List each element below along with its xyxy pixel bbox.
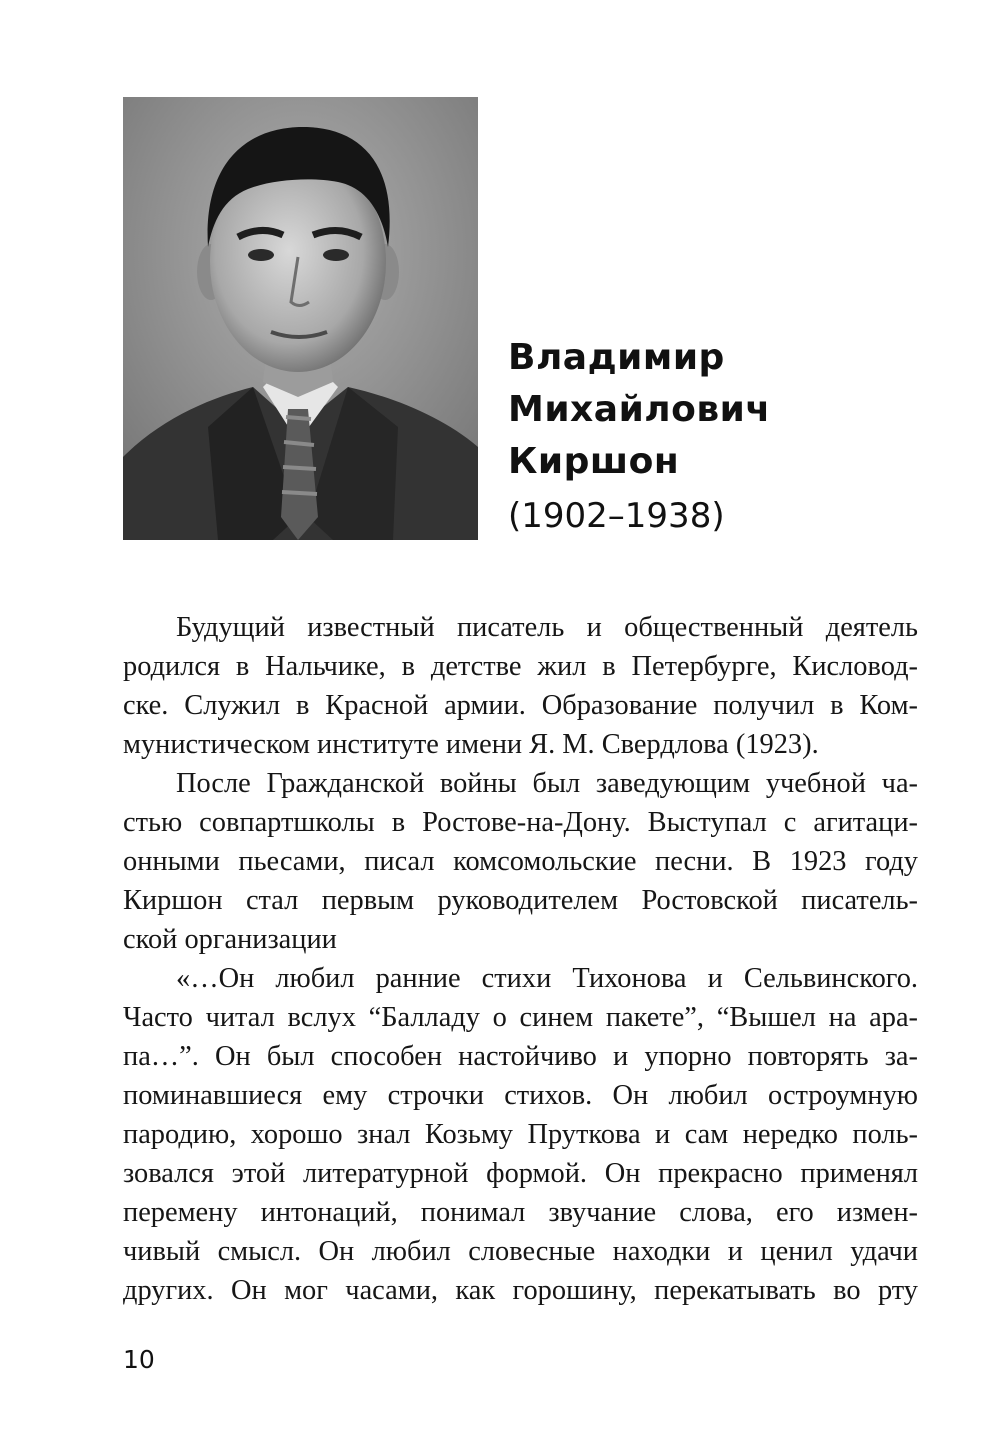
text-line: Часто читал вслух “Балладу о синем пакете”, “Вышел на ара-: [123, 1002, 918, 1033]
paragraph: [123, 959, 918, 1310]
text-line: перемену интонаций, понимал звучание слова, его измен-: [123, 1197, 918, 1228]
text-line: других. Он мог часами, как горошину, перекатывать во рту: [123, 1275, 918, 1306]
author-patronymic: Михайлович: [508, 389, 771, 430]
paragraph: [123, 608, 918, 764]
text-line: ске. Служил в Красной армии. Образование получил в Ком-: [123, 690, 918, 721]
text-line: онными пьесами, писал комсомольские песни. В 1923 году: [123, 846, 918, 877]
author-heading: [508, 332, 968, 544]
text-line: поминавшиеся ему строчки стихов. Он любил остроумную: [123, 1080, 918, 1111]
text-line: мунистическом институте имени Я. М. Свердлова (1923).: [123, 729, 819, 760]
text-line: па…”. Он был способен настойчиво и упорно повторять за-: [123, 1041, 918, 1072]
text-line: ской организации: [123, 924, 337, 955]
author-surname: Киршон: [508, 441, 680, 482]
text-line: пародию, хорошо знал Козьму Пруткова и сам нередко поль-: [123, 1119, 918, 1150]
author-first-name: Владимир: [508, 337, 725, 378]
paragraph: [123, 764, 918, 959]
text-line: зовался этой литературной формой. Он прекрасно применял: [123, 1158, 918, 1189]
biography-text: [123, 608, 918, 1310]
text-line: Киршон стал первым руководителем Ростовской писатель-: [123, 885, 918, 916]
author-life-years: (1902–1938): [508, 496, 725, 536]
text-line: родился в Нальчике, в детстве жил в Петербурге, Кисловод-: [123, 651, 918, 682]
text-line: Будущий известный писатель и общественный деятель: [176, 612, 918, 643]
text-line: После Гражданской войны был заведующим учебной ча-: [176, 768, 918, 799]
page-number: 10: [123, 1345, 155, 1374]
text-line: «…Он любил ранние стихи Тихонова и Сельвинского.: [176, 963, 918, 994]
text-line: стью совпартшколы в Ростове-на-Дону. Выступал с агитаци-: [123, 807, 918, 838]
author-portrait-photo: [123, 97, 478, 540]
text-line: чивый смысл. Он любил словесные находки и ценил удачи: [123, 1236, 918, 1267]
